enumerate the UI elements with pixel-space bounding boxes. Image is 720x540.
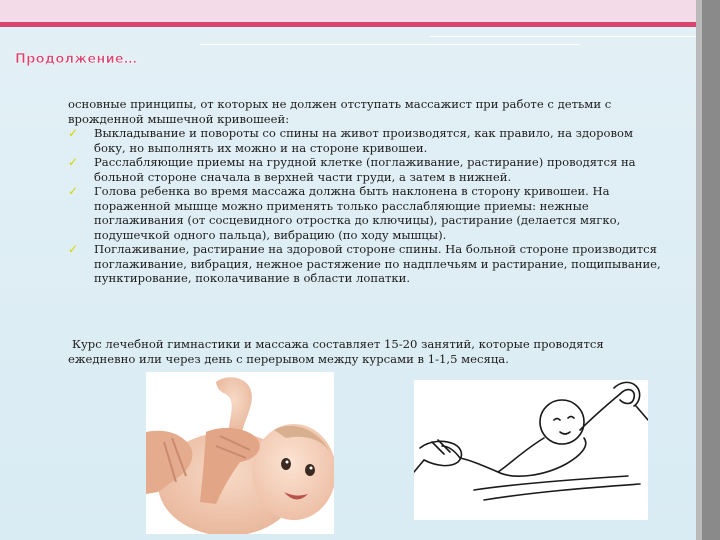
slide-body (68, 97, 668, 286)
principles-list (68, 126, 668, 286)
top-accent-line (0, 22, 696, 27)
baby-massage-photo (146, 372, 334, 534)
checkmark-icon: ✓ (68, 242, 79, 256)
baby-massage-illustration (146, 372, 334, 534)
list-item-text: Выкладывание и повороты со спины на живот производятся, как правило, на здоровом боку, но выполнять их можно и на стороне кривошеи. (94, 126, 634, 155)
checkmark-icon: ✓ (68, 184, 79, 198)
list-item-text: Поглаживание, растирание на здоровой стороне спины. На больной стороне производится поглаживание, вибрация, нежное растяжение по надплечьям и растирание, пощипывание, пунктирование, поколачивание в области лопатки. (94, 242, 661, 285)
exercise-drawing (414, 380, 648, 520)
course-paragraph: Курс лечебной гимнастики и массажа составляет 15-20 занятий, которые проводятся ежедневно или через день с перерывом между курсами в 1-1,5 месяца. (68, 337, 604, 366)
list-item (68, 184, 668, 242)
list-item (68, 242, 668, 286)
decorative-line (430, 36, 696, 37)
checkmark-icon: ✓ (68, 126, 79, 140)
infant-exercise-sketch (414, 380, 648, 520)
slide-title: Продолжение… (15, 52, 138, 67)
list-item-text: Голова ребенка во время массажа должна быть наклонена в сторону кривошеи. На пораженной мышце можно применять только расслабляющие приемы: нежные поглаживания (от сосцевидного отростка до ключицы), растирание (делается мягко, подушечкой одного пальца), вибрацию (по ходу мышцы). (94, 184, 621, 242)
list-item (68, 126, 668, 155)
decorative-line (200, 44, 580, 45)
list-item-text: Расслабляющие приемы на грудной клетке (поглаживание, растирание) проводятся на больной стороне сначала в верхней части груди, а затем в нижней. (94, 155, 636, 184)
intro-text: основные принципы, от которых не должен отступать массажист при работе с детьми с врожденной мышечной кривошеей: (68, 97, 612, 126)
top-banner (0, 0, 696, 22)
list-item (68, 155, 668, 184)
checkmark-icon: ✓ (68, 155, 79, 169)
right-decorative-band (702, 0, 720, 540)
